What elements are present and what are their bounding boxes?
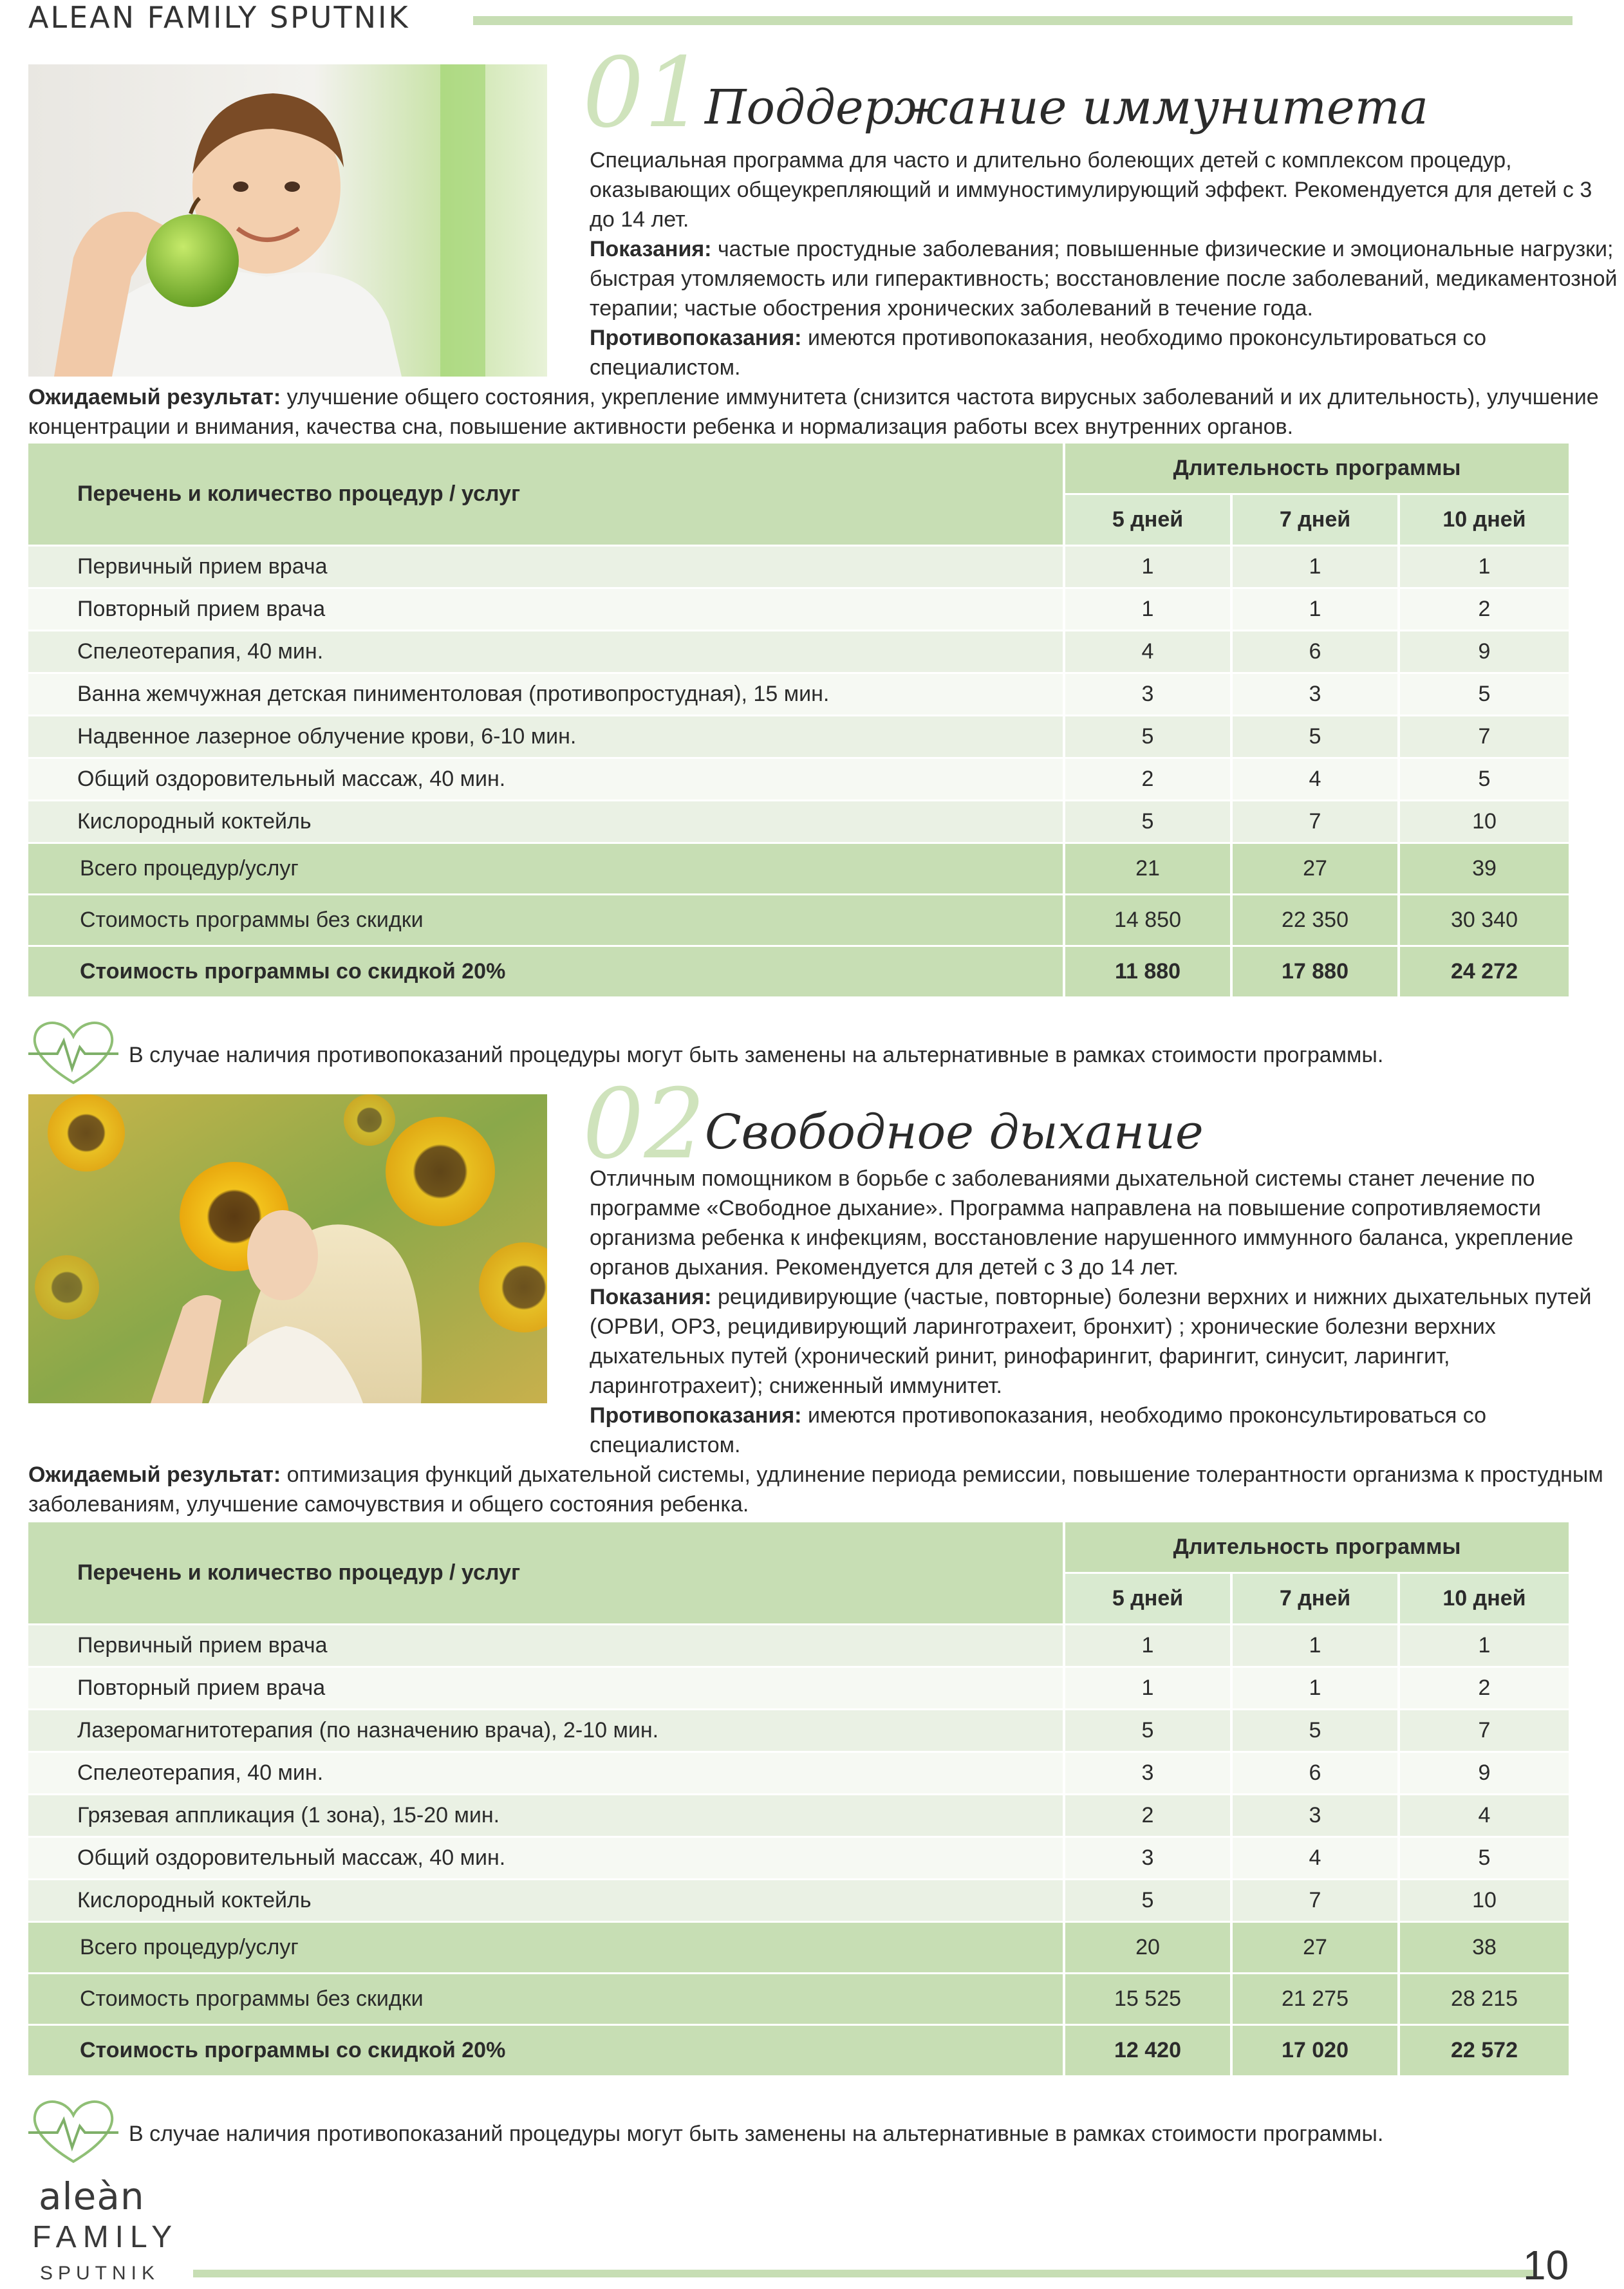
count-5-days: 3 [1065, 1838, 1230, 1878]
total-7-days: 27 [1233, 844, 1397, 893]
table-row [28, 1838, 1569, 1878]
count-10-days: 1 [1400, 547, 1569, 587]
count-7-days: 1 [1233, 589, 1397, 630]
procedure-name: Грязевая аппликация (1 зона), 15-20 мин. [28, 1795, 1063, 1836]
section-2-expected-result [28, 1460, 1618, 1519]
header-divider [473, 16, 1573, 25]
count-7-days: 1 [1233, 547, 1397, 587]
table-row [28, 759, 1569, 799]
count-5-days: 5 [1065, 1880, 1230, 1921]
count-5-days: 1 [1065, 1625, 1230, 1666]
procedure-name: Первичный прием врача [28, 1625, 1063, 1666]
contra-text: имеются противопоказания, необходимо проконсультироваться со специалистом. [590, 1403, 1486, 1457]
result-label: Ожидаемый результат: [28, 385, 281, 409]
price-label: Стоимость программы без скидки [28, 895, 1063, 945]
logo-sputnik: SPUTNIK [40, 2263, 160, 2284]
contra-label: Противопоказания: [590, 1403, 802, 1428]
count-10-days: 9 [1400, 631, 1569, 672]
count-7-days: 6 [1233, 631, 1397, 672]
discount-price-5-days: 11 880 [1065, 947, 1230, 996]
girl-with-sunflowers-photo [28, 1094, 547, 1403]
section-1-description: Специальная программа для часто и длительно болеющих детей с комплексом процедур, оказывающих общеукрепляющий и иммуностимулирующий эффект. Рекомендуется для детей с 3 до 14 лет. [590, 148, 1592, 232]
table-header-10-days: 10 дней [1400, 495, 1569, 545]
table-row [28, 547, 1569, 587]
count-10-days: 5 [1400, 1838, 1569, 1878]
table-row [28, 1668, 1569, 1708]
logo-alean: aleàn [39, 2174, 145, 2218]
table-row [28, 801, 1569, 842]
section-2-intro [590, 1164, 1619, 1460]
price-10-days: 30 340 [1400, 895, 1569, 945]
procedure-name: Общий оздоровительный массаж, 40 мин. [28, 1838, 1063, 1878]
table-header-10-days: 10 дней [1400, 1574, 1569, 1623]
table-header-5-days: 5 дней [1065, 1574, 1230, 1623]
section-2-contraindications [590, 1401, 1619, 1460]
footer-divider [193, 2270, 1533, 2277]
table-row [28, 1880, 1569, 1921]
total-5-days: 20 [1065, 1923, 1230, 1972]
indications-label: Показания: [590, 1285, 712, 1309]
procedure-name: Кислородный коктейль [28, 801, 1063, 842]
count-7-days: 4 [1233, 759, 1397, 799]
table-row [28, 1795, 1569, 1836]
table-row [28, 1753, 1569, 1793]
heart-pulse-icon [28, 1018, 118, 1089]
table-row [28, 631, 1569, 672]
table-header-7-days: 7 дней [1233, 1574, 1397, 1623]
discount-price-row [28, 947, 1569, 996]
result-text: оптимизация функций дыхательной системы, удлинение периода ремиссии, повышение толерантности организма к простудным заболеваниям, улучшение самочувствия и общего состояния ребенка. [28, 1462, 1603, 1517]
total-10-days: 38 [1400, 1923, 1569, 1972]
result-label: Ожидаемый результат: [28, 1462, 281, 1487]
count-5-days: 4 [1065, 631, 1230, 672]
count-7-days: 5 [1233, 716, 1397, 757]
discount-price-10-days: 24 272 [1400, 947, 1569, 996]
total-label: Всего процедур/услуг [28, 1923, 1063, 1972]
count-10-days: 5 [1400, 759, 1569, 799]
count-5-days: 5 [1065, 1710, 1230, 1751]
count-7-days: 3 [1233, 674, 1397, 715]
total-7-days: 27 [1233, 1923, 1397, 1972]
section-2-title: Свободное дыхание [705, 1105, 1204, 1160]
result-text: улучшение общего состояния, укрепление иммунитета (снизится частота вирусных заболеваний и их длительность), улучшение концентрации и внимания, качества сна, повышение активности ребенка и нормализация работы всех внутренних органов. [28, 385, 1599, 439]
procedure-name: Общий оздоровительный массаж, 40 мин. [28, 759, 1063, 799]
price-row [28, 895, 1569, 945]
count-7-days: 5 [1233, 1710, 1397, 1751]
indications-text: частые простудные заболевания; повышенные физические и эмоциональные нагрузки; быстрая утомляемость или гиперактивность; восстановление после заболеваний, медикаментозной терапии; частые обострения хронических заболеваний в течение года. [590, 237, 1618, 321]
procedure-name: Кислородный коктейль [28, 1880, 1063, 1921]
discount-price-label: Стоимость программы со скидкой 20% [28, 2026, 1063, 2075]
count-5-days: 2 [1065, 759, 1230, 799]
discount-price-5-days: 12 420 [1065, 2026, 1230, 2075]
count-10-days: 10 [1400, 1880, 1569, 1921]
discount-price-7-days: 17 880 [1233, 947, 1397, 996]
indications-label: Показания: [590, 237, 712, 261]
count-5-days: 3 [1065, 674, 1230, 715]
price-7-days: 21 275 [1233, 1974, 1397, 2024]
count-5-days: 1 [1065, 547, 1230, 587]
price-5-days: 14 850 [1065, 895, 1230, 945]
count-10-days: 7 [1400, 716, 1569, 757]
count-5-days: 2 [1065, 1795, 1230, 1836]
price-10-days: 28 215 [1400, 1974, 1569, 2024]
procedure-name: Спелеотерапия, 40 мин. [28, 1753, 1063, 1793]
table-header-duration: Длительность программы [1065, 1522, 1569, 1572]
table-row [28, 1710, 1569, 1751]
section-2-description: Отличным помощником в борьбе с заболеваниями дыхательной системы станет лечение по программе «Свободное дыхание». Программа направлена на повышение сопротивляемости организма ребенка к инфекциям, восстановление нарушенного иммунного баланса, укрепление органов дыхания. Рекомендуется для детей с 3 до 14 лет. [590, 1166, 1574, 1280]
logo-family: FAMILY [32, 2220, 179, 2254]
count-7-days: 6 [1233, 1753, 1397, 1793]
count-5-days: 5 [1065, 801, 1230, 842]
count-7-days: 7 [1233, 801, 1397, 842]
section-1-expected-result [28, 382, 1618, 442]
procedure-name: Первичный прием врача [28, 547, 1063, 587]
count-5-days: 3 [1065, 1753, 1230, 1793]
total-label: Всего процедур/услуг [28, 844, 1063, 893]
contra-label: Противопоказания: [590, 326, 802, 350]
table-row [28, 716, 1569, 757]
table-header-procedures: Перечень и количество процедур / услуг [28, 1522, 1063, 1623]
count-7-days: 1 [1233, 1668, 1397, 1708]
price-5-days: 15 525 [1065, 1974, 1230, 2024]
procedure-name: Надвенное лазерное облучение крови, 6-10 мин. [28, 716, 1063, 757]
table-header-7-days: 7 дней [1233, 495, 1397, 545]
count-5-days: 1 [1065, 589, 1230, 630]
count-10-days: 5 [1400, 674, 1569, 715]
total-5-days: 21 [1065, 844, 1230, 893]
count-7-days: 4 [1233, 1838, 1397, 1878]
count-10-days: 4 [1400, 1795, 1569, 1836]
section-1-contraindications [590, 323, 1619, 382]
count-7-days: 7 [1233, 1880, 1397, 1921]
section-2-program-table [26, 1520, 1571, 2077]
section-1-title: Поддержание иммунитета [705, 80, 1428, 135]
table-header-5-days: 5 дней [1065, 495, 1230, 545]
procedure-name: Спелеотерапия, 40 мин. [28, 631, 1063, 672]
table-row [28, 674, 1569, 715]
count-5-days: 5 [1065, 716, 1230, 757]
count-7-days: 1 [1233, 1625, 1397, 1666]
contra-text: имеются противопоказания, необходимо проконсультироваться со специалистом. [590, 326, 1486, 380]
price-7-days: 22 350 [1233, 895, 1397, 945]
section-1-indications [590, 234, 1619, 323]
price-label: Стоимость программы без скидки [28, 1974, 1063, 2024]
total-10-days: 39 [1400, 844, 1569, 893]
section-2-number: 02 [583, 1069, 705, 1181]
section-2-indications [590, 1282, 1619, 1401]
count-10-days: 10 [1400, 801, 1569, 842]
heart-pulse-icon [28, 2097, 118, 2168]
table-header-procedures: Перечень и количество процедур / услуг [28, 444, 1063, 545]
count-7-days: 3 [1233, 1795, 1397, 1836]
total-row [28, 844, 1569, 893]
section-1-intro [590, 145, 1619, 382]
procedure-name: Повторный прием врача [28, 1668, 1063, 1708]
indications-text: рецидивирующие (частые, повторные) болезни верхних и нижних дыхательных путей (ОРВИ, ОРЗ, рецидивирующий ларинготрахеит, бронхит) ; хронические болезни верхних дыхательных путей (хронический ринит, ринофарингит, фарингит, синусит, ларингит, ларинготрахеит); сниженный иммунитет. [590, 1285, 1592, 1398]
page-number: 10 [1523, 2242, 1569, 2288]
table-row [28, 1625, 1569, 1666]
price-row [28, 1974, 1569, 2024]
procedure-name: Повторный прием врача [28, 589, 1063, 630]
discount-price-10-days: 22 572 [1400, 2026, 1569, 2075]
count-10-days: 9 [1400, 1753, 1569, 1793]
brand-header: ALEAN FAMILY SPUTNIK [28, 0, 410, 35]
total-row [28, 1923, 1569, 1972]
count-10-days: 7 [1400, 1710, 1569, 1751]
table-header-duration: Длительность программы [1065, 444, 1569, 493]
procedure-name: Лазеромагнитотерапия (по назначению врача), 2-10 мин. [28, 1710, 1063, 1751]
section-1-number: 01 [583, 37, 705, 149]
count-10-days: 2 [1400, 1668, 1569, 1708]
count-10-days: 1 [1400, 1625, 1569, 1666]
discount-price-row [28, 2026, 1569, 2075]
procedure-name: Ванна жемчужная детская пиниментоловая (противопростудная), 15 мин. [28, 674, 1063, 715]
boy-with-apple-photo [28, 64, 547, 377]
table-row [28, 589, 1569, 630]
discount-price-7-days: 17 020 [1233, 2026, 1397, 2075]
section-1-note: В случае наличия противопоказаний процедуры могут быть заменены на альтернативные в рамках стоимости программы. [129, 1043, 1384, 1067]
section-1-program-table [26, 442, 1571, 998]
count-5-days: 1 [1065, 1668, 1230, 1708]
discount-price-label: Стоимость программы со скидкой 20% [28, 947, 1063, 996]
section-2-note: В случае наличия противопоказаний процедуры могут быть заменены на альтернативные в рамках стоимости программы. [129, 2122, 1384, 2146]
count-10-days: 2 [1400, 589, 1569, 630]
